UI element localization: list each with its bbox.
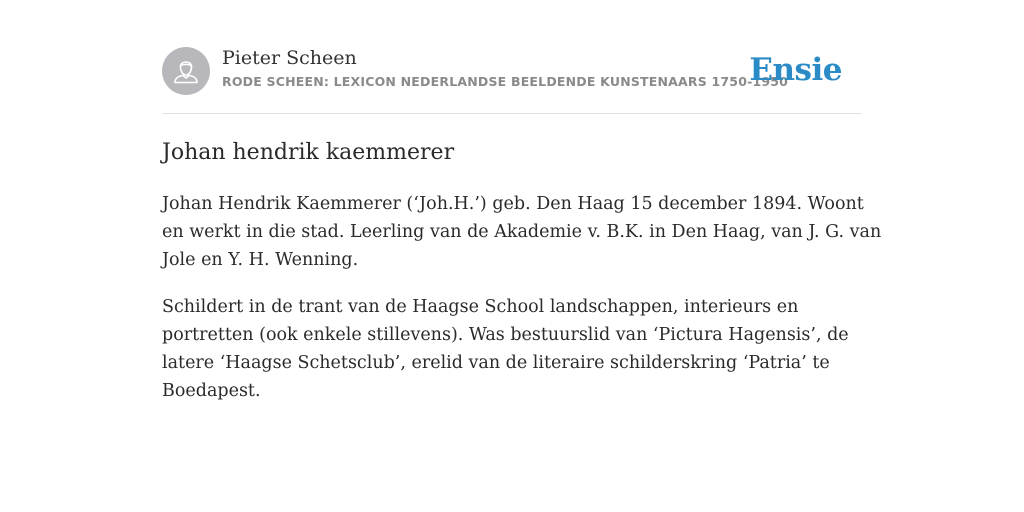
brand-logo[interactable]: Ensie — [749, 52, 842, 88]
source-title[interactable]: RODE SCHEEN: LEXICON NEDERLANDSE BEELDENDE KUNSTENAARS 1750-1950 — [222, 74, 789, 89]
article-header — [162, 46, 862, 96]
author-avatar[interactable] — [162, 47, 210, 95]
user-icon — [162, 47, 210, 95]
article-title: Johan hendrik kaemmerer — [162, 140, 455, 165]
body-paragraph: Schildert in de trant van de Haagse School landschappen, interieurs en portretten (ook enkele stillevens). Was bestuurslid van ‘Pictura Hagensis’, de latere ‘Haagse Schetsclub’, erelid van de literaire schilderskring ‘Patria’ te Boedapest. — [162, 297, 849, 401]
header-divider — [162, 113, 862, 114]
author-name[interactable]: Pieter Scheen — [222, 47, 357, 69]
article-body — [162, 190, 882, 424]
body-paragraph: Johan Hendrik Kaemmerer (‘Joh.H.’) geb. Den Haag 15 december 1894. Woont en werkt in die stad. Leerling van de Akademie v. B.K. in Den Haag, van J. G. van Jole en Y. H. Wenning. — [162, 194, 882, 270]
